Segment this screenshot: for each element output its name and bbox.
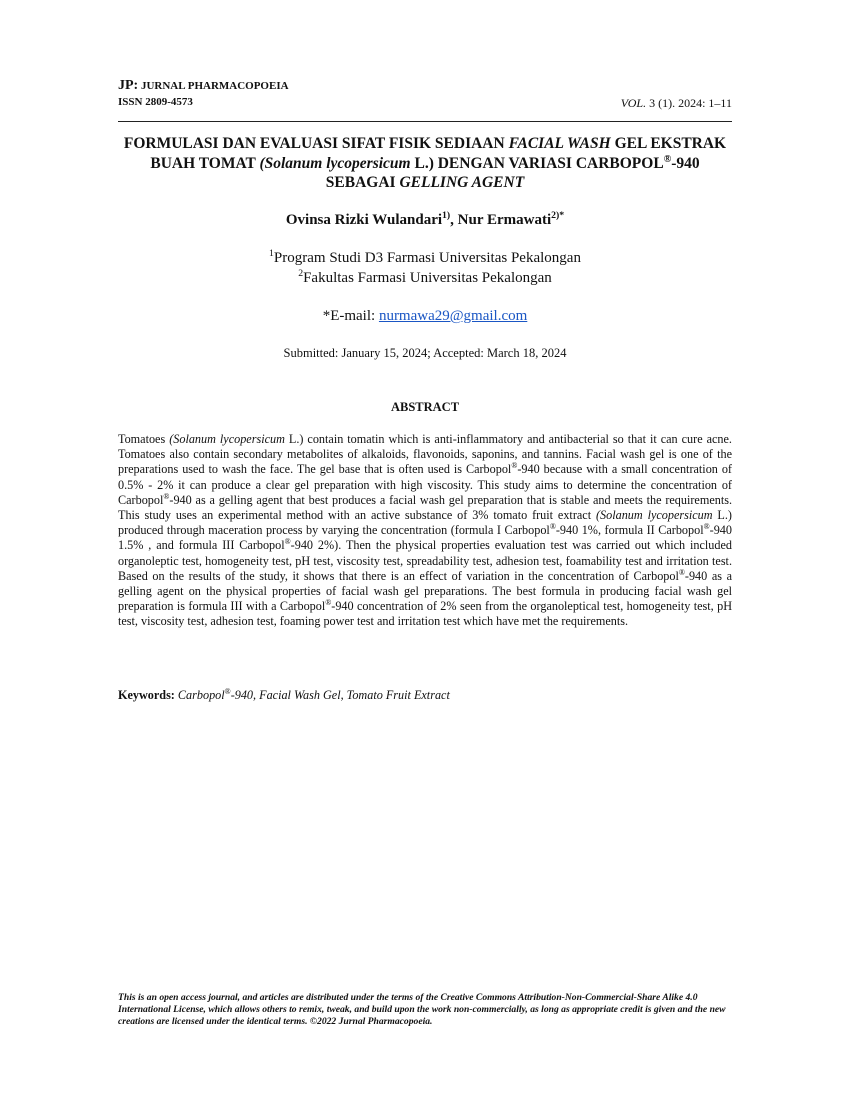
keywords	[118, 688, 732, 703]
registered-mark: ®	[549, 522, 556, 532]
journal-abbr: JP:	[118, 78, 139, 93]
registered-mark: ®	[703, 522, 710, 532]
contact-email	[118, 308, 732, 325]
author-separator: ,	[450, 212, 458, 228]
title-part: GELLING AGENT	[399, 174, 525, 191]
registered-mark: ®	[511, 461, 518, 471]
author-name: Nur Ermawati	[457, 212, 552, 228]
header-divider	[118, 121, 732, 122]
vol-label: VOL.	[620, 96, 647, 110]
author-name: Ovinsa Rizki Wulandari	[285, 212, 443, 228]
affiliation-text: Program Studi D3 Farmasi Universitas Pekalongan	[273, 250, 581, 266]
affiliation-number: 2	[298, 268, 304, 279]
abstract-text: -940 1%, formula II Carbopol	[555, 523, 704, 538]
abstract-text: -940 concentration of 2% seen from the organoleptical test, homogeneity test, pH test, viscosity test, adhesion test, foaming power test and irritation test which have met the requirements.	[118, 599, 732, 629]
author-affil-mark: 1)	[442, 210, 451, 221]
abstract-text: Tomatoes	[118, 432, 170, 446]
title-part: -940 SEBAGAI	[325, 154, 700, 191]
abstract-text: L.)	[284, 432, 304, 446]
abstract-text: -940 because with a small concentration of 0.5% - 2% it can produce a clear gel preparation with high viscosity. This study aims to determine the concentration of Carbopol	[118, 462, 732, 507]
submission-dates: Submitted: January 15, 2024; Accepted: March 18, 2024	[283, 346, 567, 360]
author-affil-mark: 2)*	[551, 210, 565, 221]
title-part: GEL EKSTRAK BUAH TOMAT	[150, 135, 727, 172]
keywords-text: Carbopol	[174, 688, 225, 702]
affiliation-text: Fakultas Farmasi Universitas Pekalongan	[303, 270, 552, 286]
journal-header	[118, 78, 289, 94]
title-part: (Solanum lycopersicum	[259, 154, 411, 172]
paper-title	[118, 134, 732, 193]
registered-mark: ®	[325, 598, 332, 608]
authors	[118, 212, 732, 229]
abstract-text: -940 as a gelling agent that best produces a facial wash gel preparation that is stable and meets the requirements. This study uses an experimental method with an active substance of 3% tomato fruit extract	[118, 492, 732, 523]
registered-mark: ®	[678, 567, 685, 577]
affiliation-number: 1	[269, 248, 274, 259]
keywords-text: -940, Facial Wash Gel, Tomato Fruit Extract	[230, 688, 450, 702]
registered-mark: ®	[224, 686, 231, 696]
abstract-text: (Solanum lycopersicum	[169, 432, 285, 446]
abstract-body	[118, 432, 732, 630]
abstract-heading: ABSTRACT	[390, 400, 460, 414]
abstract-text: contain tomatin which is anti-inflammatory and antibacterial so that it can cure acne. Tomatoes also contain secondary metabolites of alkaloids, flavonoids, saponins, and tannins. Facial wash gel is one of the preparations used to wash the face. The gel base that is often used is Carbopol	[118, 432, 732, 477]
title-part: DENGAN VARIASI CARBOPOL	[433, 154, 664, 172]
email-link[interactable]: nurmawa29@gmail.com	[378, 308, 528, 324]
registered-mark: ®	[284, 537, 291, 547]
abstract-text: -940 as a gelling agent on the physical properties of facial wash gel preparations. The best formula in producing facial wash gel preparation is formula III with a Carbopol	[118, 568, 732, 614]
abstract-text: -940 1.5% , and formula III Carbopol	[118, 523, 732, 553]
registered-mark: ®	[663, 153, 672, 165]
registered-mark: ®	[163, 491, 170, 501]
license-notice: This is an open access journal, and articles are distributed under the terms of the Creative Commons Attribution-Non-Commercial-Share Alike 4.0 International License, which allows others to remix, tweak, and build upon the work non-commercially, as long as appropriate credit is given and the new creations are licensed under the identical terms. ©2022 Jurnal Pharmacopoeia.	[118, 992, 726, 1028]
abstract-text: -940 2%). Then the physical properties evaluation test was carried out which included organoleptic test, homogeneity test, pH test, viscosity test, spreadability test, adhesion test, foamability test and irritation test. Based on the results of the study, it shows that there is an effect of variation in the concentration of Carbopol	[118, 538, 732, 583]
volume-info	[621, 96, 732, 111]
vol-details: 3 (1). 2024: 1–11	[646, 96, 732, 110]
title-part: FORMULASI DAN EVALUASI SIFAT FISIK SEDIAAN	[123, 135, 509, 152]
affiliation	[118, 270, 732, 287]
abstract-text: (Solanum lycopersicum	[595, 508, 713, 523]
affiliation	[118, 250, 732, 267]
abstract-text: produced through maceration process by varying the concentration (formula I Carbopol	[118, 523, 550, 538]
abstract-text: L.)	[712, 508, 732, 523]
keywords-label: Keywords:	[118, 688, 175, 702]
title-part: L.)	[410, 154, 434, 172]
title-part: FACIAL WASH	[508, 135, 611, 152]
journal-name: JURNAL PHARMACOPOEIA	[140, 80, 289, 92]
email-label: *E-mail:	[322, 308, 379, 324]
issn: ISSN 2809-4573	[118, 96, 193, 108]
